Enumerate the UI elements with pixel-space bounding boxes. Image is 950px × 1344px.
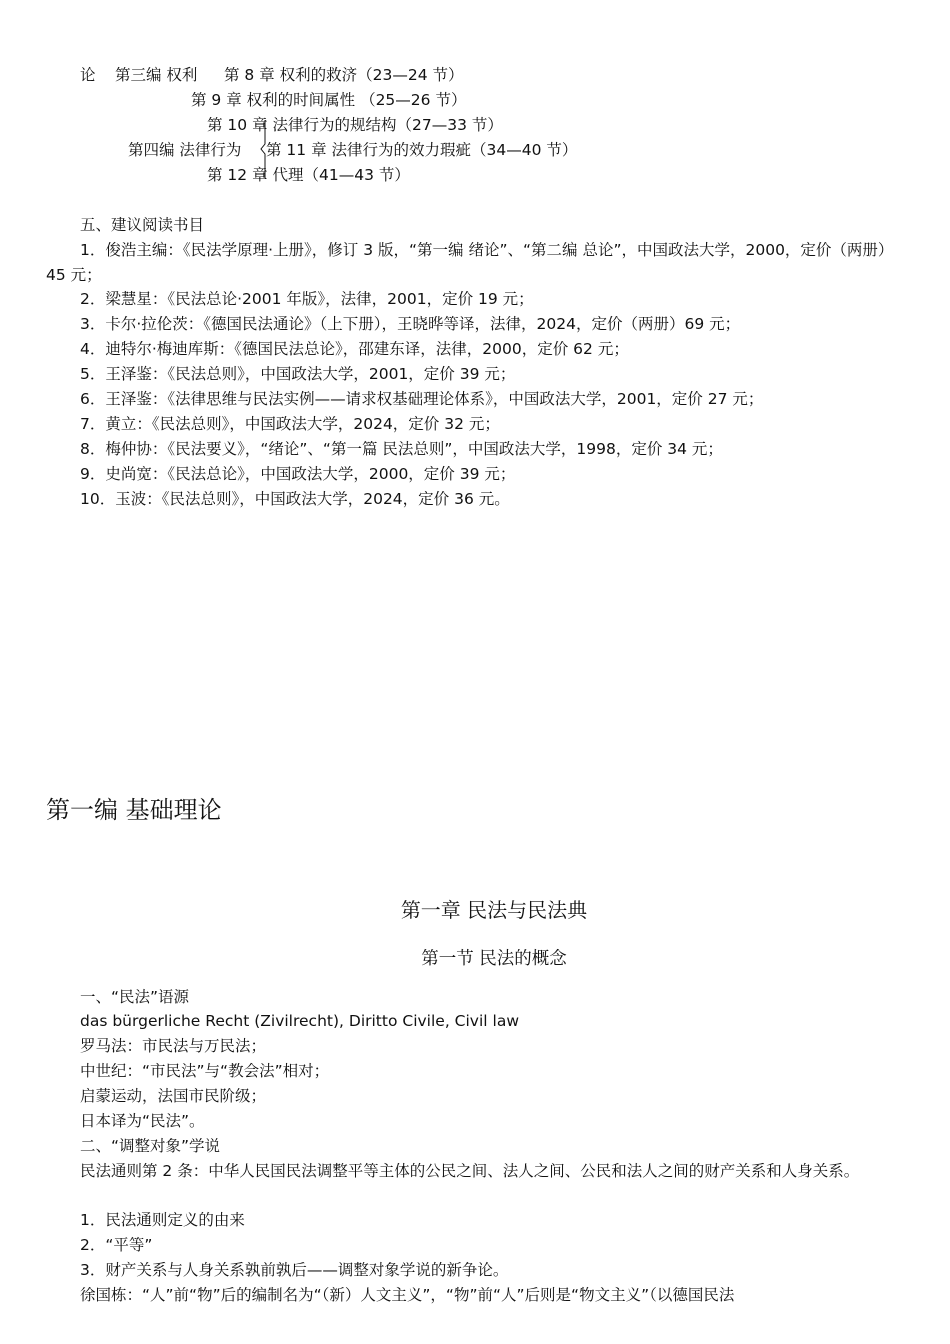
- body-line: 3．财产关系与人身关系孰前孰后——调整对象学说的新争论。: [80, 1261, 509, 1279]
- body-line: 2．“平等”: [80, 1236, 153, 1254]
- outline-chapter-10: 第 10 章 法律行为的规结构（27—33 节）: [207, 116, 503, 134]
- outline-chapter-8: 第 8 章 权利的救济（23—24 节）: [224, 66, 464, 84]
- body-line: das bürgerliche Recht (Zivilrecht), Diritto Civile, Civil law: [80, 1012, 519, 1030]
- reading-heading: 五、建议阅读书目: [80, 216, 205, 234]
- reading-item: 5．王泽鉴：《民法总则》，中国政法大学，2001，定价 39 元；: [80, 365, 516, 383]
- reading-item: 10．玉波：《民法总则》，中国政法大学，2024，定价 36 元。: [80, 490, 510, 508]
- reading-item: 4．迪特尔·梅迪库斯：《德国民法总论》，邵建东译，法律，2000，定价 62 元；: [80, 340, 629, 358]
- reading-item: 2．梁慧星：《民法总论·2001 年版》，法律，2001，定价 19 元；: [80, 290, 534, 308]
- reading-item: 9．史尚宽：《民法总论》，中国政法大学，2000，定价 39 元；: [80, 465, 516, 483]
- body-heading: 二、“调整对象”学说: [80, 1137, 221, 1155]
- body-line: 日本译为“民法”。: [80, 1112, 205, 1130]
- chapter-title: 第一章 民法与民法典: [400, 898, 588, 922]
- outline-row-prefix: 论: [80, 66, 96, 84]
- reading-item: 3．卡尔·拉伦茨：《德国民法通论》（上下册），王晓晔等译，法律，2024，定价（两册）69 元；: [80, 315, 741, 333]
- outline-part-3: 第三编 权利: [115, 66, 198, 84]
- body-line: 罗马法：市民法与万民法；: [80, 1037, 267, 1055]
- body-paragraph: 民法通则第 2 条：中华人民国民法调整平等主体的公民之间、法人之间、公民和法人之间的财产关系和人身关系。: [80, 1162, 860, 1180]
- reading-item: 8．梅仲协：《民法要义》，“绪论”、“第一篇 民法总则”，中国政法大学，1998，定价 34 元；: [80, 440, 723, 458]
- reading-item: 1．俊浩主编：《民法学原理·上册》，修订 3 版，“第一编 绪论”、“第二编 总论”，中国政法大学，2000，定价（两册）45 元；: [46, 241, 894, 284]
- reading-item: 6．王泽鉴：《法律思维与民法实例——请求权基础理论体系》，中国政法大学，2001，定价 27 元；: [80, 390, 764, 408]
- body-line: 1．民法通则定义的由来: [80, 1211, 245, 1229]
- outline-chapter-9: 第 9 章 权利的时间属性 （25—26 节）: [191, 91, 467, 109]
- reading-item: 7．黄立：《民法总则》，中国政法大学，2024，定价 32 元；: [80, 415, 500, 433]
- body-line: 徐国栋：“人”前“物”后的编制名为“（新）人文主义”，“物”前“人”后则是“物文主义”（以德国民法: [80, 1286, 735, 1304]
- body-heading: 一、“民法”语源: [80, 988, 190, 1006]
- outline-part-4: 第四编 法律行为: [128, 141, 242, 159]
- outline-chapter-12: 第 12 章 代理（41—43 节）: [207, 166, 410, 184]
- part-title: 第一编 基础理论: [46, 796, 222, 824]
- body-line: 中世纪：“市民法”与“教会法”相对；: [80, 1062, 330, 1080]
- body-line: 启蒙运动，法国市民阶级；: [80, 1087, 267, 1105]
- section-title: 第一节 民法的概念: [421, 949, 567, 969]
- outline-chapter-11: 第 11 章 法律行为的效力瑕疵（34—40 节）: [266, 141, 578, 159]
